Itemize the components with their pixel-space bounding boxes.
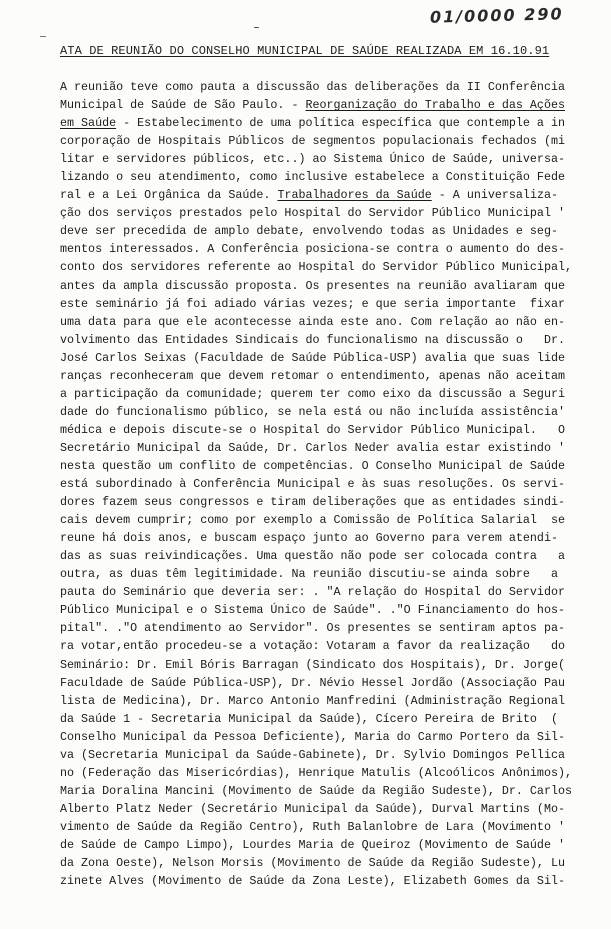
text-segment: lizando o seu atendimento, como inclusive estabelece a Constituição Fede xyxy=(60,170,565,185)
text-segment: lista de Medicina), Dr. Marco Antonio Manfredini (Administração Regional xyxy=(60,693,565,708)
text-line xyxy=(60,313,600,331)
text-segment: litar e servidores públicos, etc..) ao Sistema Único de Saúde, universa- xyxy=(60,152,565,167)
scan-mark xyxy=(40,36,46,37)
underlined-topic: em Saúde xyxy=(60,116,117,131)
text-segment: das as suas reivindicações. Uma questão não pode ser colocada contra a xyxy=(60,549,565,564)
text-line xyxy=(60,132,600,150)
text-line xyxy=(60,475,600,493)
text-line xyxy=(60,367,600,385)
text-line xyxy=(60,872,600,890)
text-line xyxy=(60,728,600,746)
text-line xyxy=(60,439,600,457)
text-segment: volvimento das Entidades Sindicais do funcionalismo na discussão o Dr. xyxy=(60,332,565,347)
text-segment: antes da ampla discussão proposta. Os presentes na reunião avaliaram que xyxy=(60,278,565,293)
text-line xyxy=(60,583,600,601)
text-segment: médica e depois discute-se o Hospital do Servidor Público Municipal. O xyxy=(60,422,565,437)
text-segment: Seminário: Dr. Emil Bóris Barragan (Sindicato dos Hospitais), Dr. Jorge( xyxy=(60,657,565,672)
text-segment: Conselho Municipal da Pessoa Deficiente), Maria do Carmo Portero da Sil- xyxy=(60,729,565,744)
text-segment: - A universaliza- xyxy=(431,188,558,203)
text-line xyxy=(60,601,600,619)
text-line xyxy=(60,96,600,114)
text-segment: uma data para que ele acontecesse ainda este ano. Com relação ao não en- xyxy=(60,314,565,329)
text-line xyxy=(60,746,600,764)
text-segment: Faculdade de Saúde Pública-USP), Dr. Névio Hessel Jordão (Associação Pau xyxy=(60,675,565,690)
text-segment: este seminário já foi adiado várias vezes; e que seria importante fixar xyxy=(60,296,565,311)
text-line xyxy=(60,295,600,313)
text-line xyxy=(60,674,600,692)
text-line xyxy=(60,836,600,854)
text-line xyxy=(60,150,600,168)
text-line xyxy=(60,493,600,511)
text-line xyxy=(60,547,600,565)
text-segment: dade do funcionalismo público, se nela está ou não incluída assistência' xyxy=(60,404,565,419)
text-segment: da Zona Oeste), Nelson Morsis (Movimento de Saúde da Região Sudeste), Lu xyxy=(60,856,565,871)
text-segment: ção dos serviços prestados pelo Hospital do Servidor Público Municipal ' xyxy=(60,206,565,221)
text-segment: ra votar,então procedeu-se a votação: Votaram a favor da realização do xyxy=(60,639,565,654)
scan-mark xyxy=(254,27,259,28)
text-line xyxy=(60,637,600,655)
text-segment: de Saúde de Campo Limpo), Lourdes Maria de Queiroz (Movimento de Saúde ' xyxy=(60,837,565,852)
text-segment: Maria Doralina Mancini (Movimento de Saúde da Região Sudeste), Dr. Carlos xyxy=(60,783,572,798)
text-line xyxy=(60,186,600,204)
document-body xyxy=(60,78,600,890)
text-segment: dores fazem seus congressos e tiram deliberações que as entidades sindi- xyxy=(60,495,565,510)
text-segment: ral e a Lei Orgânica da Saúde. xyxy=(60,188,278,203)
text-line xyxy=(60,710,600,728)
text-line xyxy=(60,764,600,782)
text-segment: ranças reconheceram que devem retomar o entendimento, apenas não aceitam xyxy=(60,368,565,383)
text-segment: zinete Alves (Movimento de Saúde da Zona Leste), Elizabeth Gomes da Sil- xyxy=(60,874,565,889)
text-line xyxy=(60,277,600,295)
text-line xyxy=(60,692,600,710)
text-line xyxy=(60,421,600,439)
text-line xyxy=(60,385,600,403)
text-segment: Secretário Municipal da Saúde, Dr. Carlos Neder avalia estar existindo ' xyxy=(60,440,565,455)
text-line xyxy=(60,782,600,800)
text-segment: outra, as duas têm legitimidade. Na reunião discutiu-se ainda sobre a xyxy=(60,567,558,582)
text-segment: Municipal de Saúde de São Paulo. - xyxy=(60,98,306,113)
text-segment: cais devem cumprir; como por exemplo a Comissão de Política Salarial se xyxy=(60,513,565,528)
text-line xyxy=(60,222,600,240)
text-line xyxy=(60,818,600,836)
text-segment: José Carlos Seixas (Faculdade de Saúde Pública-USP) avalia que suas lide xyxy=(60,350,565,365)
text-line xyxy=(60,854,600,872)
text-segment: pauta do Seminário que deveria ser: . "A relação do Hospital do Servidor xyxy=(60,585,565,600)
text-line xyxy=(60,204,600,222)
text-line xyxy=(60,656,600,674)
text-segment: deve ser precedida de amplo debate, envolvendo todas as Unidades e seg- xyxy=(60,224,558,239)
text-segment: da Saúde 1 - Secretaria Municipal da Saúde), Cícero Pereira de Brito ( xyxy=(60,711,558,726)
underlined-topic: Trabalhadores da Saúde xyxy=(277,188,432,203)
text-segment: - Estabelecimento de uma política específica que contemple a in xyxy=(116,116,565,131)
text-segment: A reunião teve como pauta a discussão das deliberações da II Conferência xyxy=(60,80,565,94)
text-line xyxy=(60,331,600,349)
text-segment: está subordinado à Conferência Municipal e às suas resoluções. Os servi- xyxy=(60,477,565,492)
text-line xyxy=(60,258,600,276)
text-segment: Alberto Platz Neder (Secretário Municipal da Saúde), Durval Martins (Mo- xyxy=(60,801,565,816)
text-line xyxy=(60,457,600,475)
text-segment: pital". ."O atendimento ao Servidor". Os presentes se sentiram aptos pa- xyxy=(60,621,565,636)
text-line xyxy=(60,114,600,132)
text-line xyxy=(60,800,600,818)
text-segment: nesta questão um conflito de competências. O Conselho Municipal de Saúde xyxy=(60,458,565,473)
text-segment: reune há dois anos, e buscam espaço junto ao Governo para verem atendi- xyxy=(60,531,558,546)
text-line xyxy=(60,565,600,583)
text-line xyxy=(60,349,600,367)
text-segment: conto dos servidores referente ao Hospital do Servidor Público Municipal, xyxy=(60,260,572,275)
text-line xyxy=(60,511,600,529)
document-number-stamp: 01/0000 290 xyxy=(429,4,564,27)
text-segment: Público Municipal e o Sistema Único de Saúde". ."O Financiamento do hos- xyxy=(60,603,565,618)
text-segment: a participação da comunidade; querem ter como eixo da discussão a Seguri xyxy=(60,386,565,401)
text-segment: mentos interessados. A Conferência posiciona-se contra o aumento do des- xyxy=(60,242,565,257)
text-segment: va (Secretaria Municipal da Saúde-Gabinete), Dr. Sylvio Domingos Pellica xyxy=(60,747,565,762)
text-segment: no (Federação das Misericórdias), Henrique Matulis (Alcoólicos Anônimos), xyxy=(60,765,572,780)
underlined-topic: Reorganização do Trabalho e das Ações xyxy=(305,98,565,113)
page-title: ATA DE REUNIÃO DO CONSELHO MUNICIPAL DE SAÚDE REALIZADA EM 16.10.91 xyxy=(60,44,550,58)
text-line xyxy=(60,240,600,258)
text-line xyxy=(60,78,600,96)
text-line xyxy=(60,619,600,637)
text-line xyxy=(60,403,600,421)
text-line xyxy=(60,529,600,547)
text-line xyxy=(60,168,600,186)
text-segment: vimento de Saúde da Região Centro), Ruth Balanlobre de Lara (Movimento ' xyxy=(60,819,565,834)
text-segment: corporação de Hospitais Públicos de segmentos populacionais fechados (mi xyxy=(60,134,565,149)
